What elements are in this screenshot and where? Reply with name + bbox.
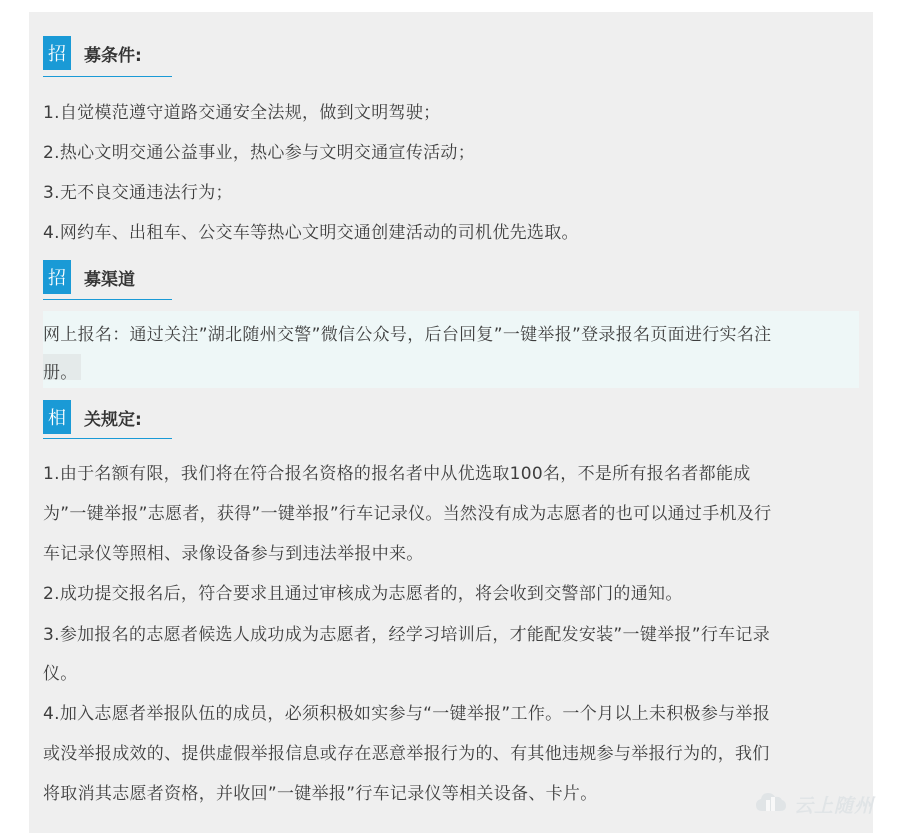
cloud-building-icon [754,789,788,819]
watermark-text: 云上随州 [794,794,875,817]
paragraph-line: 网上报名：通过关注”湖北随州交警”微信公众号，后台回复”一键举报”登录报名页面进行实名注 [43,325,772,345]
paragraph-line: 为”一键举报”志愿者，获得”一键举报”行车记录仪。当然没有成为志愿者的也可以通过手机及行 [43,504,772,524]
watermark [754,790,874,818]
paragraph-line: 车记录仪等照相、录像设备参与到违法举报中来。 [43,544,424,564]
section-heading-channel [43,259,135,295]
list-item: 3.无不良交通违法行为； [43,183,233,203]
section-heading-rules [43,399,142,435]
paragraph-line: 仪。 [43,664,78,684]
heading-box: 招 [43,260,71,294]
heading-text: 募条件: [84,45,142,66]
paragraph-line: 2.成功提交报名后，符合要求且通过审核成为志愿者的，将会收到交警部门的通知。 [43,584,683,604]
paragraph-line: 1.由于名额有限，我们将在符合报名资格的报名者中从优选取100名，不是所有报名者都能成 [43,464,751,484]
paragraph-line: 册。 [43,363,78,383]
heading-box: 招 [43,36,71,70]
heading-text: 募渠道 [84,269,135,290]
heading-underline [43,76,172,77]
paragraph-line: 将取消其志愿者资格，并收回”一键举报”行车记录仪等相关设备、卡片。 [43,784,598,804]
paragraph-line: 3.参加报名的志愿者候选人成功成为志愿者，经学习培训后，才能配发安装”一键举报”行车记录 [43,625,771,645]
heading-underline [43,438,172,439]
heading-box: 相 [43,400,71,434]
heading-text: 关规定: [84,409,142,430]
section-heading-requirements [43,35,142,71]
heading-underline [43,299,172,300]
paragraph-line: 或没举报成效的、提供虚假举报信息或存在恶意举报行为的、有其他违规参与举报行为的，我们 [43,744,770,764]
paragraph-line: 4.加入志愿者举报队伍的成员，必须积极如实参与“一键举报”工作。一个月以上未积极参与举报 [43,704,771,724]
list-item: 2.热心文明交通公益事业，热心参与文明交通宣传活动； [43,143,476,163]
list-item: 4.网约车、出租车、公交车等热心文明交通创建活动的司机优先选取。 [43,223,579,243]
list-item: 1.自觉模范遵守道路交通安全法规，做到文明驾驶； [43,103,441,123]
